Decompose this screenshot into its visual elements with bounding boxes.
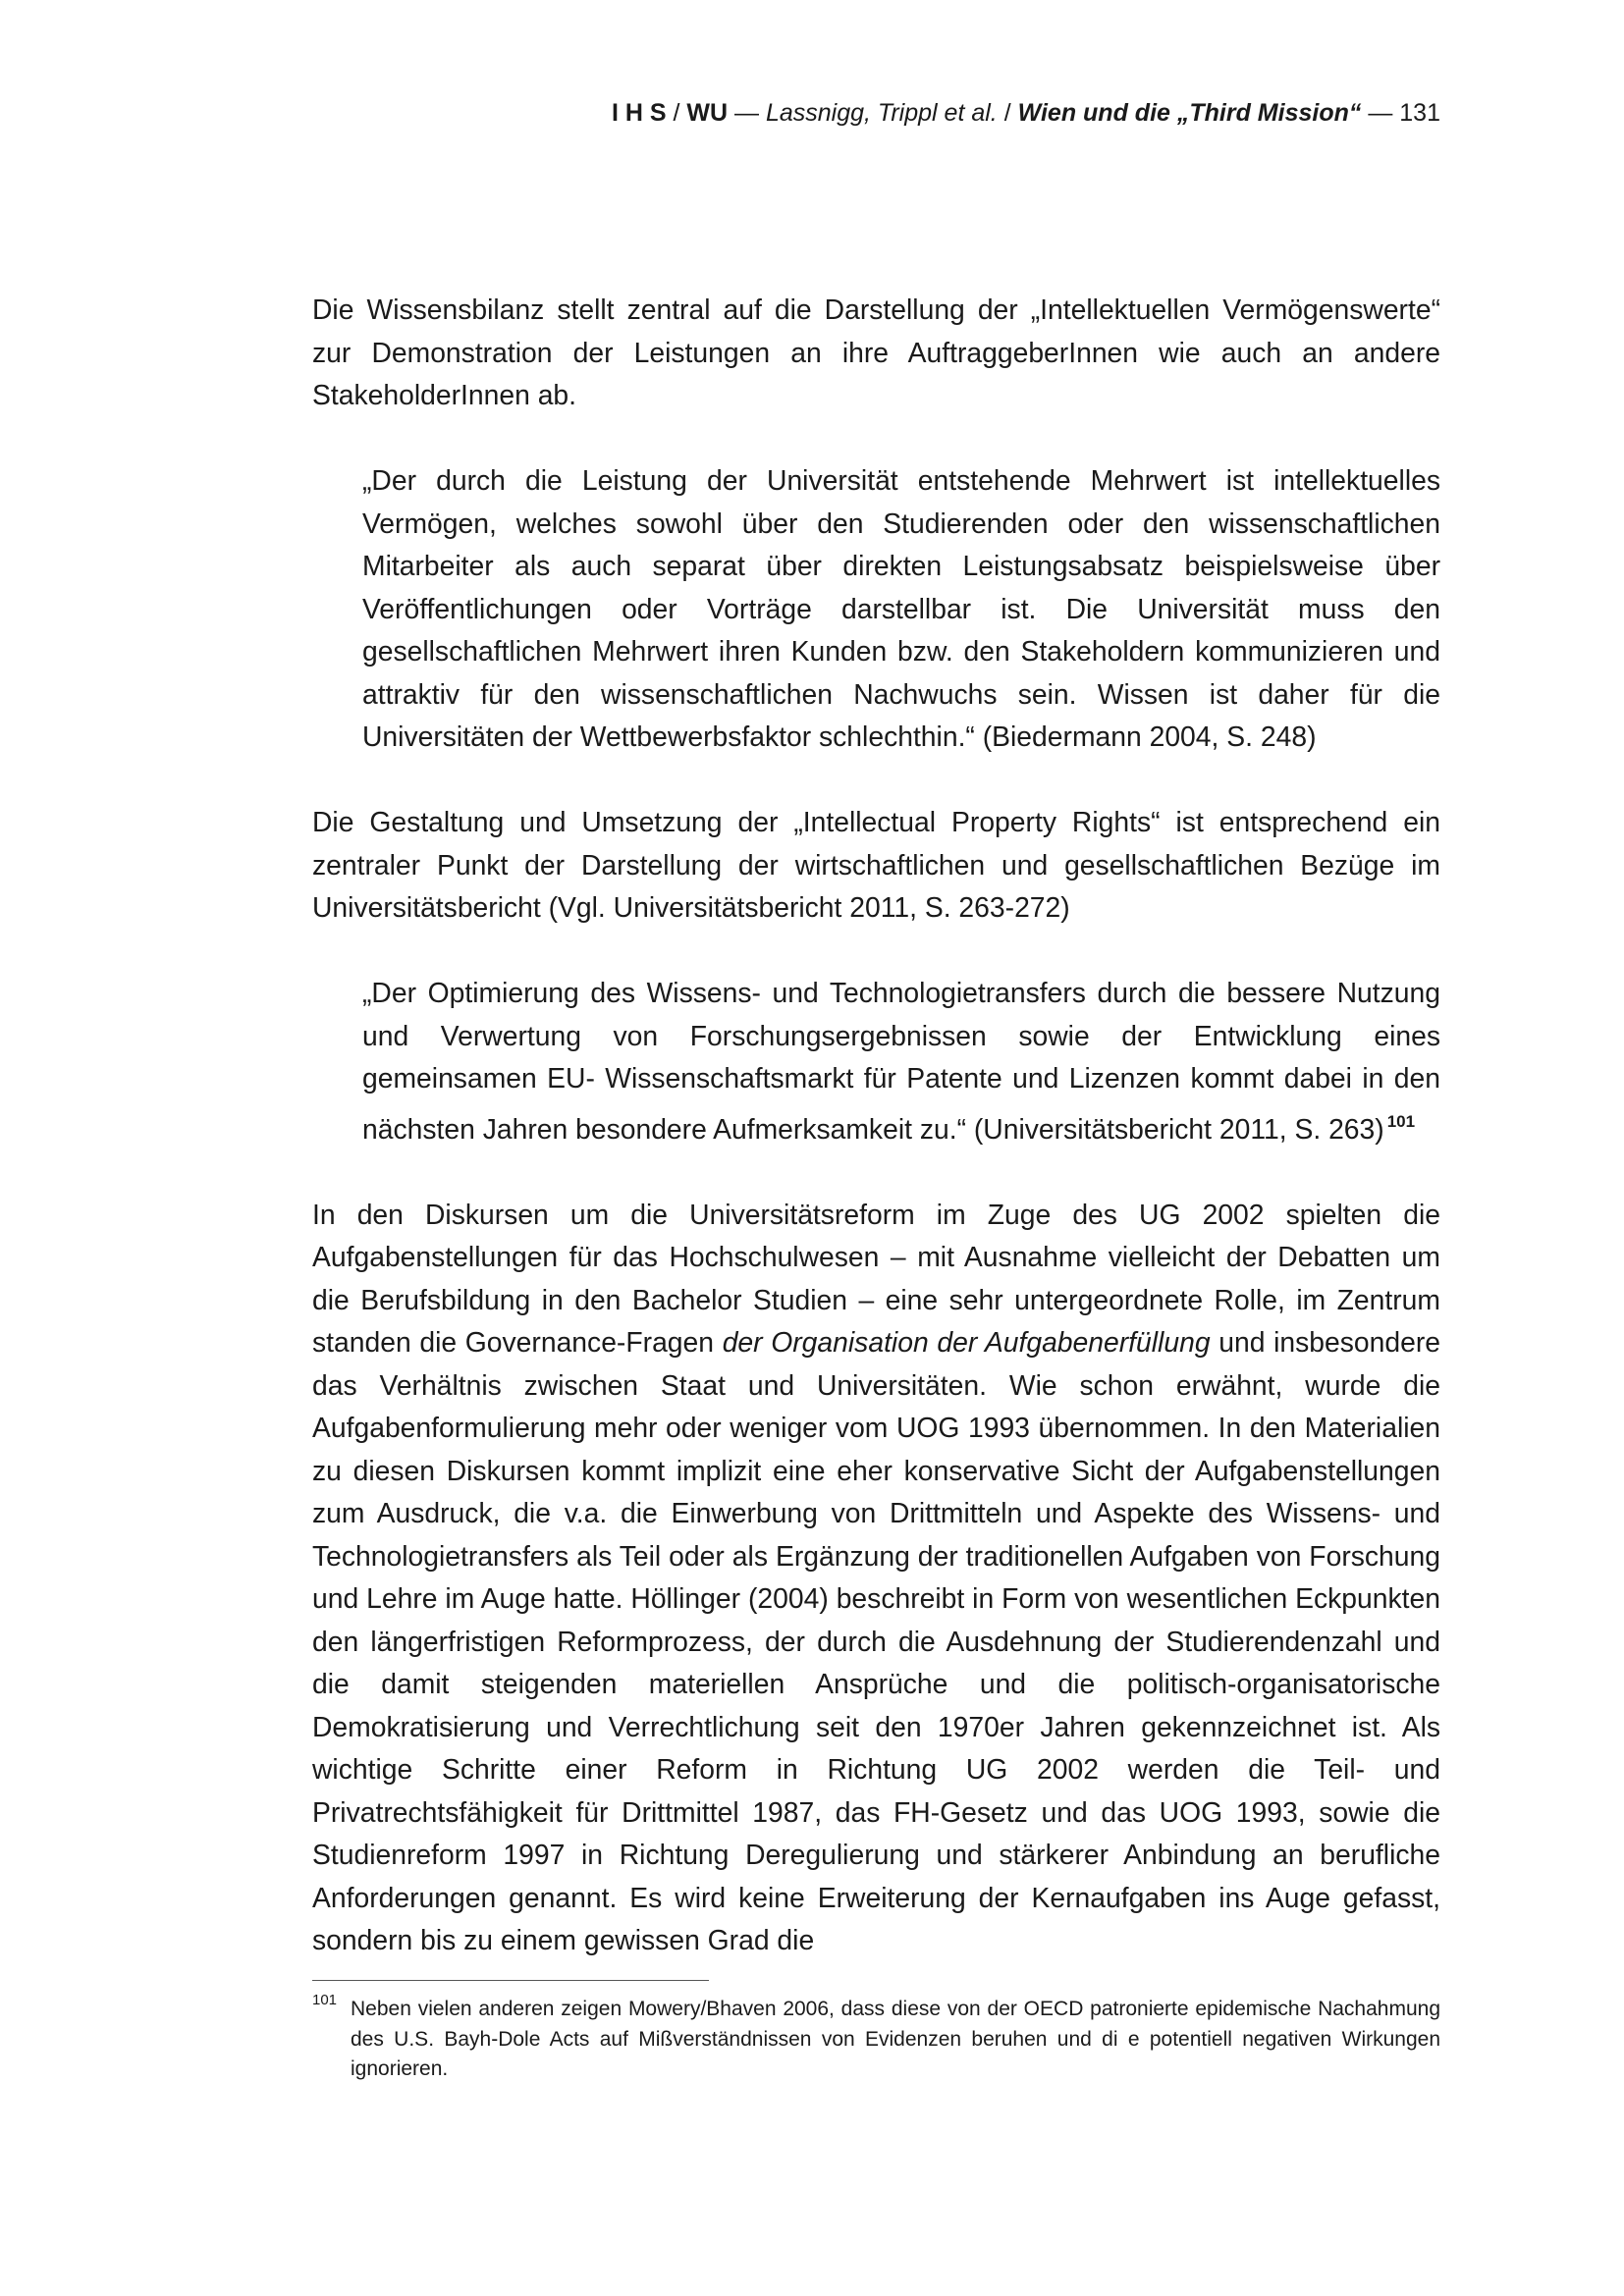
- footnote-reference[interactable]: 101: [1386, 1111, 1416, 1131]
- header-org: I H S: [611, 99, 667, 127]
- header-separator: /: [666, 99, 687, 127]
- header-org2: WU: [686, 99, 729, 127]
- header-dash: —: [728, 99, 766, 127]
- block-quote-2: [362, 972, 1440, 1150]
- paragraph-3: [312, 1194, 1440, 1962]
- running-header: [312, 98, 1440, 128]
- page-number: 131: [1399, 99, 1440, 127]
- paragraph-3-text-a: In den Diskursen um die Universitätsreform im Zuge des UG 2002 spielten die Aufgabenstellungen für das Hochschulwesen – mit Ausnahme vielleicht der Debatten um die Berufsbildung in den Bachelor Studien – eine sehr untergeordnete Rolle, im Zentrum standen die Governance-Fragen: [312, 1198, 1440, 1358]
- main-text: [312, 289, 1440, 1962]
- header-dash-2: —: [1361, 99, 1400, 127]
- header-separator-2: /: [997, 99, 1018, 127]
- header-title: Wien und die „Third Mission“: [1017, 99, 1362, 127]
- paragraph-2: Die Gestaltung und Umsetzung der „Intellectual Property Rights“ ist entsprechend ein zentraler Punkt der Darstellung der wirtschaftlichen und gesellschaftlichen Bezüge im Universitätsbericht (Vgl. Universitätsbericht 2011, S. 263-272): [312, 806, 1440, 923]
- footnote: [312, 1992, 1440, 2085]
- block-quote-2-text: „Der Optimierung des Wissens- und Technologietransfers durch die bessere Nutzung und Verwertung von Forschungsergebnissen sowie der Entwicklung eines gemeinsamen EU- Wissenschaftsmarkt für Patente und Lizenzen kommt dabei in den nächsten Jahren besondere Aufmerksamkeit zu.“ (Universitätsbericht 2011, S. 263): [362, 977, 1440, 1145]
- block-quote-1: „Der durch die Leistung der Universität entstehende Mehrwert ist intellektuelles Vermögen, welches sowohl über den Studierenden oder den wissenschaftlichen Mitarbeiter als auch separat über direkten Leistungsabsatz beispielsweise über Veröffentlichungen oder Vorträge darstellbar ist. Die Universität muss den gesellschaftlichen Mehrwert ihren Kunden bzw. den Stakeholdern kommunizieren und attraktiv für den wissenschaftlichen Nachwuchs sein. Wissen ist daher für die Universitäten der Wettbewerbsfaktor schlechthin.“ (Biedermann 2004, S. 248): [362, 464, 1440, 752]
- footnote-text: Neben vielen anderen zeigen Mowery/Bhaven 2006, dass diese von der OECD patronierte epidemische Nachahmung des U.S. Bayh-Dole Acts auf Mißverständnissen von Evidenzen beruhen und di e potentiell negativen Wirkungen ignorieren.: [351, 1998, 1440, 2080]
- paragraph-1: Die Wissensbilanz stellt zentral auf die Darstellung der „Intellektuellen Vermögenswerte“ zur Demonstration der Leistungen an ihre AuftraggeberInnen wie auch an andere StakeholderInnen ab.: [312, 294, 1440, 410]
- header-authors: Lassnigg, Trippl et al.: [765, 99, 998, 127]
- footnote-number: 101: [312, 1992, 338, 2008]
- footnote-divider: [312, 1980, 709, 1981]
- paragraph-3-emphasis: der Organisation der Aufgabenerfüllung: [722, 1326, 1211, 1358]
- paragraph-3-text-b: und insbesondere das Verhältnis zwischen Staat und Universitäten. Wie schon erwähnt, wurde die Aufgabenformulierung mehr oder weniger vom UOG 1993 übernommen. In den Materialien zu diesen Diskursen kommt implizit eine eher konservative Sicht der Aufgabenstellungen zum Ausdruck, die v.a. die Einwerbung von Drittmitteln und Aspekte des Wissens- und Technologietransfers als Teil oder als Ergänzung der traditionellen Aufgaben von Forschung und Lehre im Auge hatte. Höllinger (2004) beschreibt in Form von wesentlichen Eckpunkten den längerfristigen Reformprozess, der durch die Ausdehnung der Studierendenzahl und die damit steigenden materiellen Ansprüche und die politisch-organisatorische Demokratisierung und Verrechtlichung seit den 1970er Jahren gekennzeichnet ist. Als wichtige Schritte einer Reform in Richtung UG 2002 werden die Teil- und Privatrechtsfähigkeit für Drittmittel 1987, das FH-Gesetz und das UOG 1993, sowie die Studienreform 1997 in Richtung Deregulierung und stärkerer Anbindung an berufliche Anforderungen genannt. Es wird keine Erweiterung der Kernaufgaben ins Auge gefasst, sondern bis zu einem gewissen Grad die: [312, 1326, 1441, 1955]
